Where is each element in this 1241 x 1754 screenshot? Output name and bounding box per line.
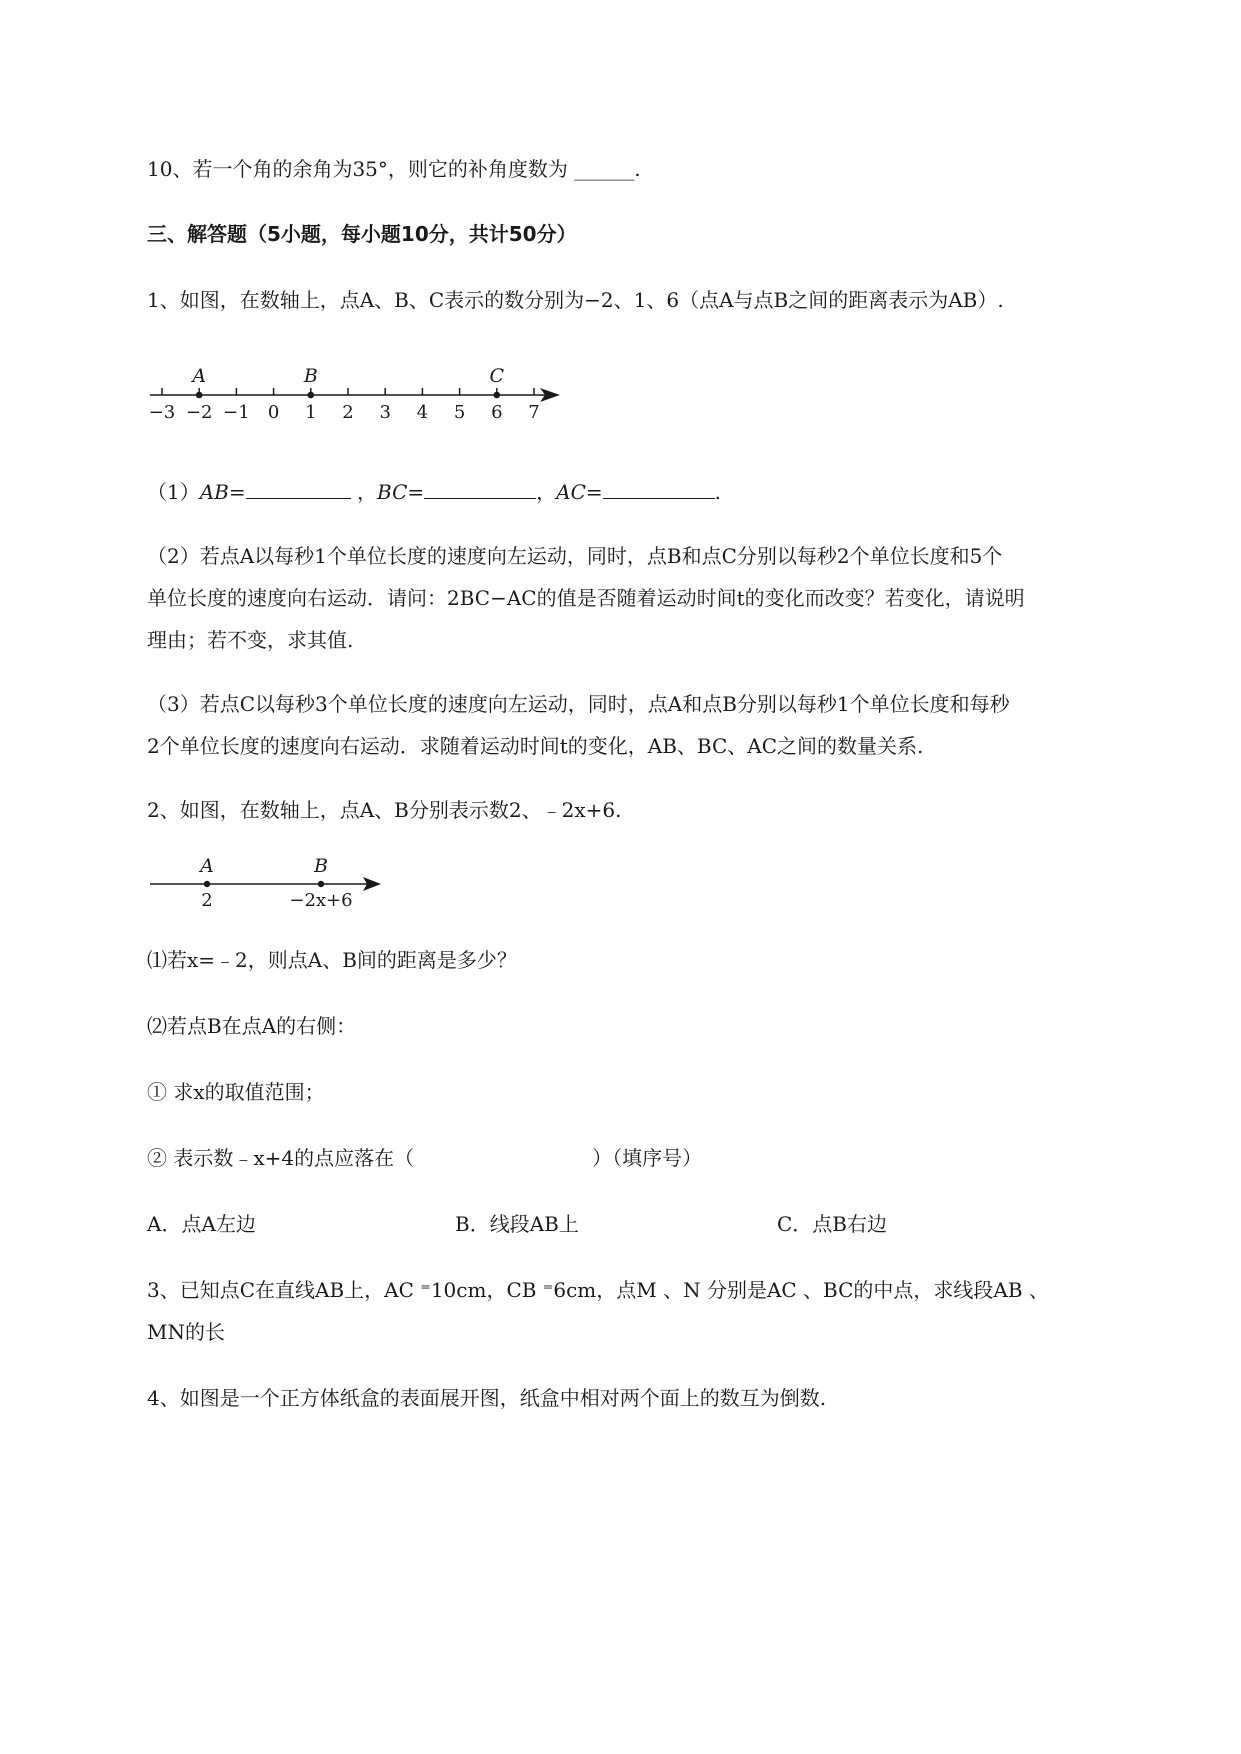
tick-label: 2 xyxy=(342,402,354,423)
section-3-title: 三、解答题（5小题，每小题10分，共计50分） xyxy=(147,222,577,246)
point-a-label: A xyxy=(200,855,214,877)
question-1-stem: 1、如图，在数轴上，点A、B、C表示的数分别为−2、1、6（点A与点B之间的距离表示为AB）. xyxy=(147,288,1004,312)
tick-label: −1 xyxy=(223,402,250,423)
point-a-label: A xyxy=(192,365,207,387)
point-b-value: −2x+6 xyxy=(289,890,353,911)
q2-option-b: B．线段AB上 xyxy=(455,1212,579,1236)
q1-part1 xyxy=(147,478,721,506)
q1-bc-blank xyxy=(424,478,536,499)
q2-part1: ⑴若x=﹣2，则点A、B间的距离是多少？ xyxy=(147,948,517,972)
number-line-2 xyxy=(145,850,405,920)
tick-label: 7 xyxy=(528,402,540,423)
number-line-1 xyxy=(140,355,600,435)
q3-line1: 3、已知点C在直线AB上，AC ⁼10cm，CB ⁼6cm，点M 、N 分别是AC 、BC的中点，求线段AB 、 xyxy=(147,1278,1049,1302)
q1-bc-label: BC= xyxy=(377,480,425,504)
q1-part2-line1: （2）若点A以每秒1个单位长度的速度向左运动，同时，点B和点C分别以每秒2个单位长度和5个 xyxy=(147,544,1003,568)
q1-part3-line2: 2个单位长度的速度向右运动．求随着运动时间t的变化，AB、BC、AC之间的数量关系. xyxy=(147,734,924,758)
q2-sub2 xyxy=(147,1144,702,1172)
point-a-value: 2 xyxy=(201,890,213,911)
q1-part2-line2: 单位长度的速度向右运动．请问：2BC−AC的值是否随着运动时间t的变化而改变？若变化，请说明 xyxy=(147,586,1025,610)
point-a-dot xyxy=(196,392,203,399)
tick-label: 6 xyxy=(491,402,503,423)
point-b-dot xyxy=(318,881,324,887)
q2-sub1: ① 求x的取值范围； xyxy=(147,1080,325,1104)
tick-label: 3 xyxy=(379,402,391,423)
tick-label: −3 xyxy=(148,402,176,423)
q2-sub2-prefix: ② 表示数﹣x+4的点应落在（ xyxy=(147,1146,415,1170)
q1-ab-blank xyxy=(246,478,351,499)
q3-line2: MN的长 xyxy=(147,1320,225,1344)
tick-label: 1 xyxy=(305,402,317,423)
point-a-dot xyxy=(204,881,210,887)
point-b-dot xyxy=(308,392,315,399)
question-2-stem: 2、如图，在数轴上，点A、B分别表示数2、﹣2x+6. xyxy=(147,798,622,822)
point-c-label: C xyxy=(489,365,505,387)
tick-label: −2 xyxy=(185,402,213,423)
tick-label: 0 xyxy=(267,402,280,423)
point-b-label: B xyxy=(314,855,328,877)
point-b-label: B xyxy=(303,365,318,387)
q2-sub2-suffix: ）（填序号） xyxy=(592,1146,703,1170)
q1-part1-end: . xyxy=(714,480,722,504)
q1-part1-prefix: （1） xyxy=(147,480,200,504)
tick-label: 5 xyxy=(453,402,466,423)
question-4: 4、如图是一个正方体纸盒的表面展开图，纸盒中相对两个面上的数互为倒数. xyxy=(147,1386,827,1410)
q1-part3-line1: （3）若点C以每秒3个单位长度的速度向左运动，同时，点A和点B分别以每秒1个单位长度和每秒 xyxy=(147,692,1010,716)
q1-sep1: ， xyxy=(350,480,377,504)
q2-option-c: C．点B右边 xyxy=(777,1212,887,1236)
q1-sep2: ， xyxy=(536,480,557,504)
tick-label: 4 xyxy=(416,402,429,423)
q1-ab-label: AB= xyxy=(199,480,246,504)
point-c-dot xyxy=(494,392,501,399)
question-10: 10、若一个角的余角为35°，则它的补角度数为 ______. xyxy=(147,157,641,181)
q2-option-a: A．点A左边 xyxy=(147,1212,256,1236)
q1-ac-label: AC= xyxy=(556,480,603,504)
q2-part2: ⑵若点B在点A的右侧： xyxy=(147,1014,357,1038)
q1-part2-line3: 理由；若不变，求其值. xyxy=(147,628,354,652)
q1-ac-blank xyxy=(603,478,715,499)
